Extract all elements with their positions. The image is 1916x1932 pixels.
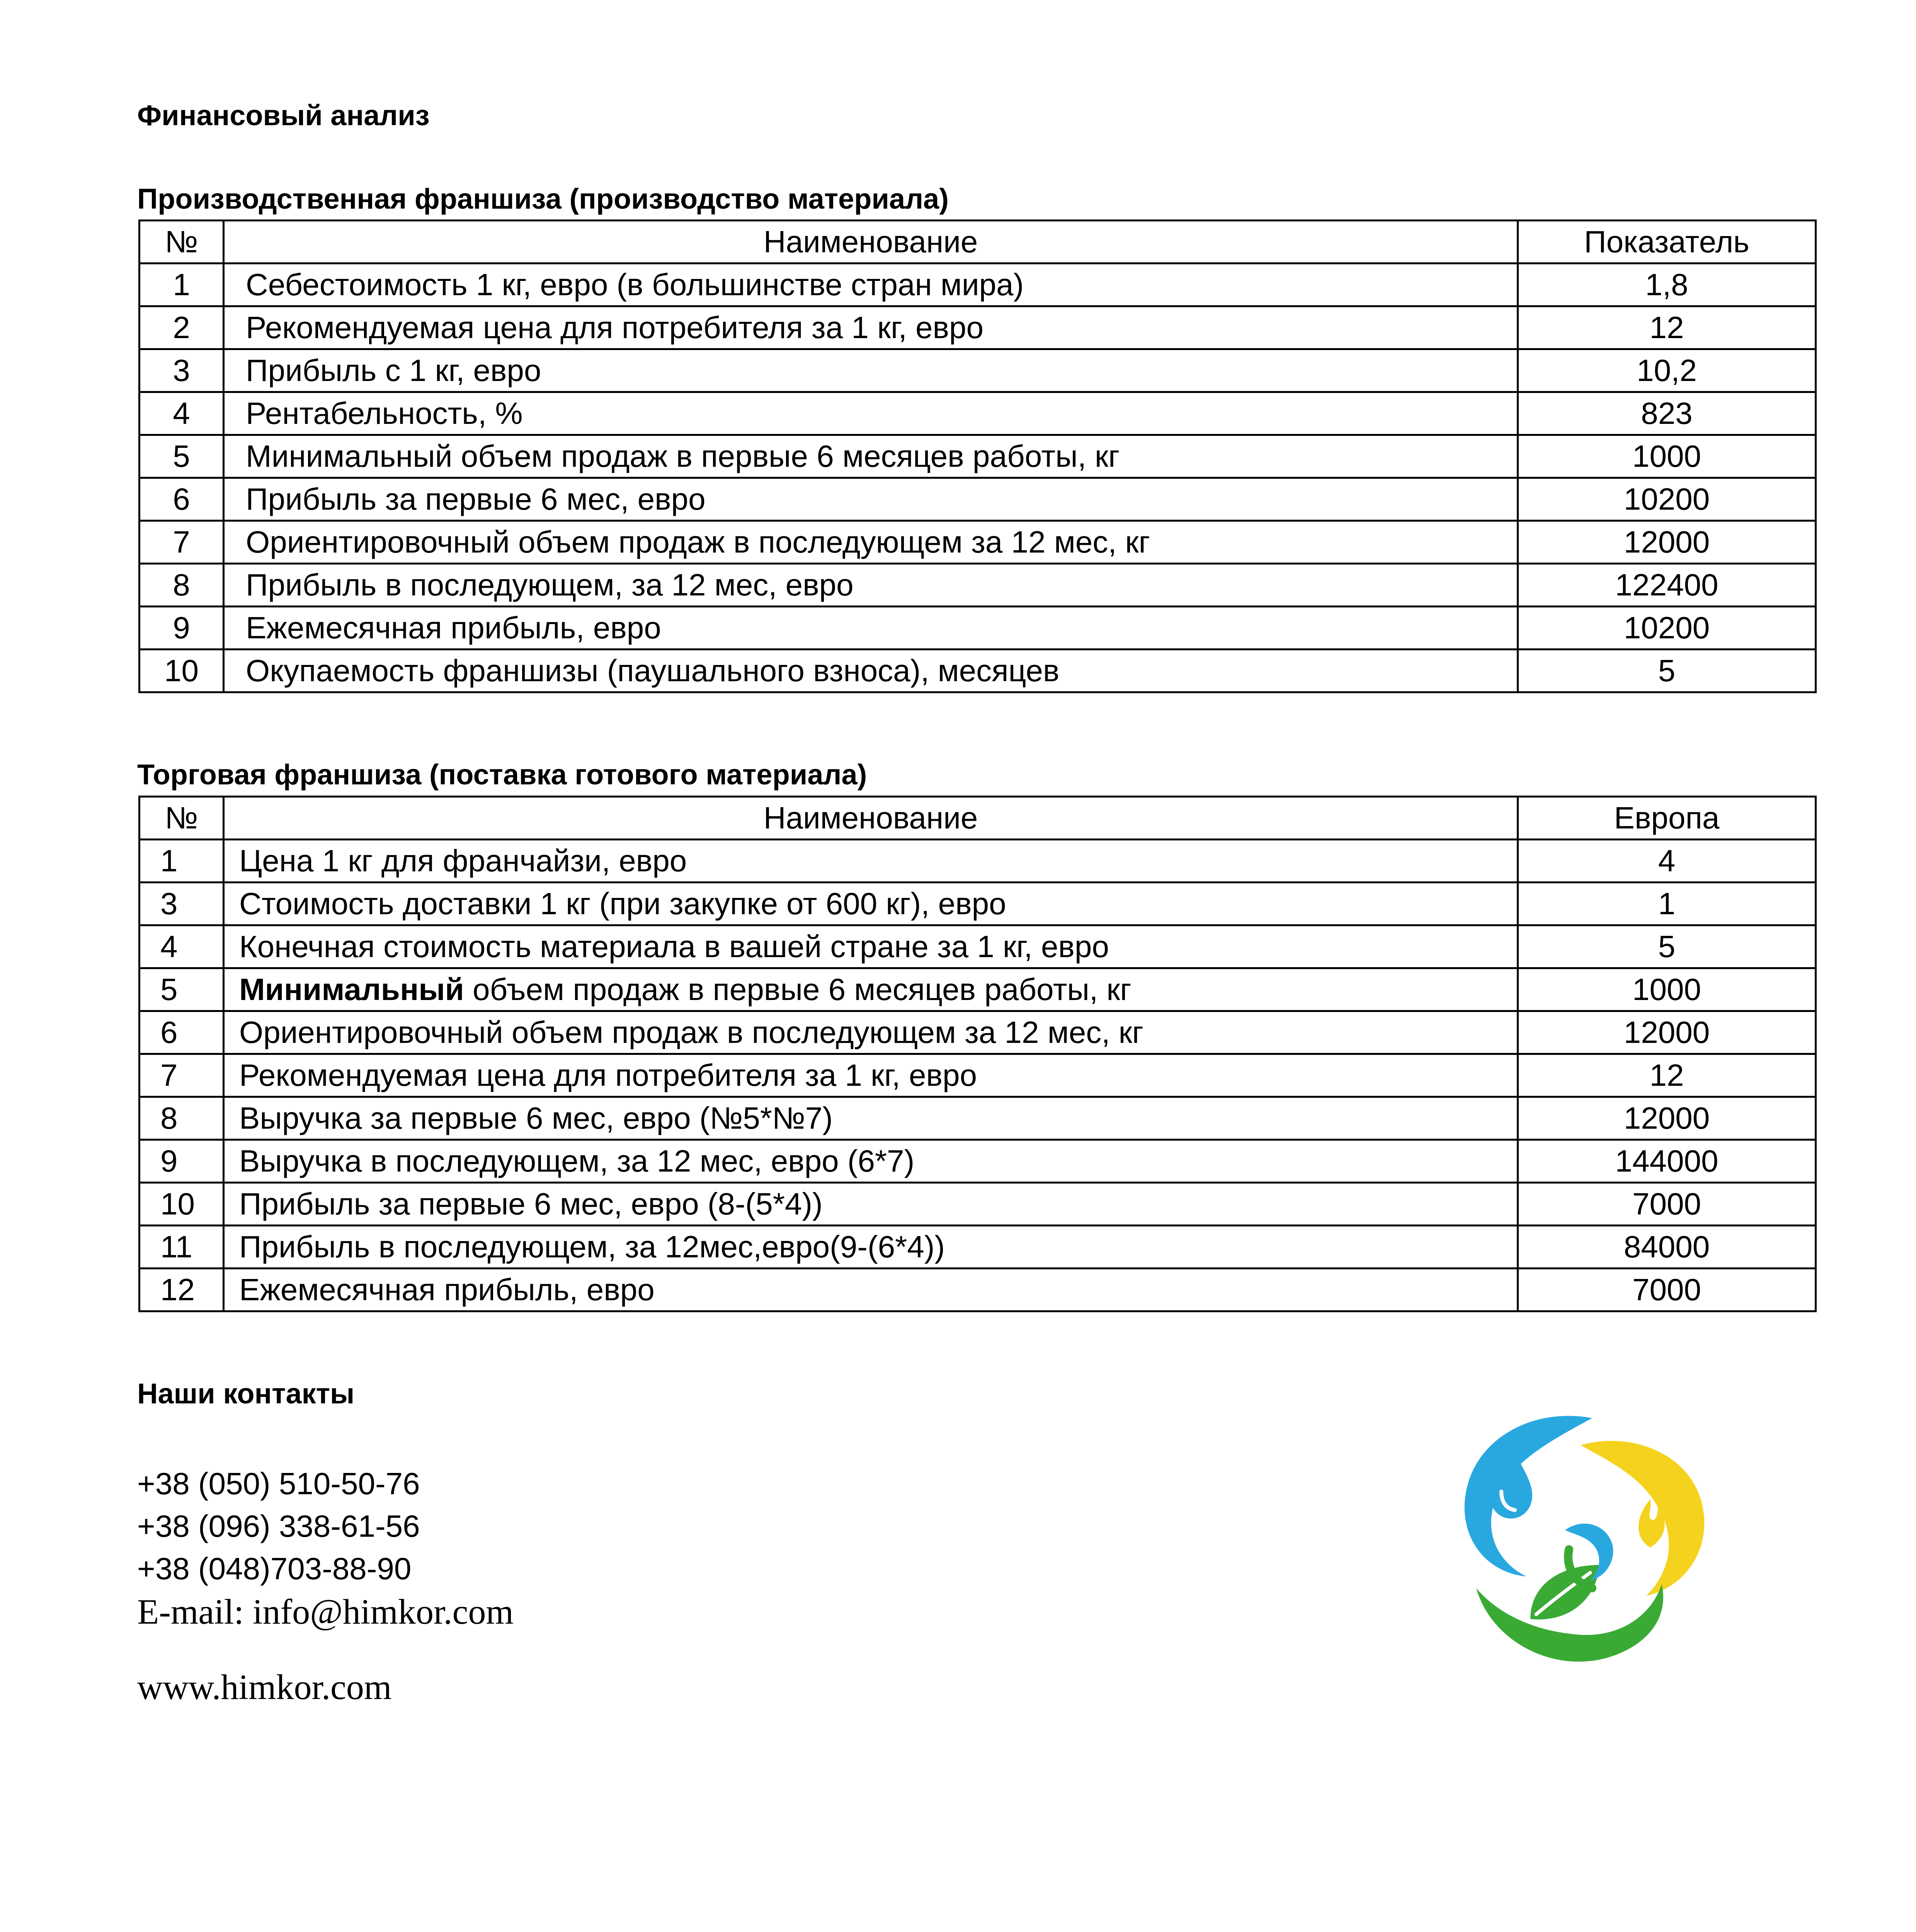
row-value: 12000 [1518,1011,1816,1054]
table-row [140,264,1816,306]
row-number: 1 [140,264,224,306]
table-row [140,306,1816,349]
row-name: Цена 1 кг для франчайзи, евро [224,840,1518,883]
table-row [140,435,1816,478]
row-value: 122400 [1518,564,1816,607]
row-value: 7000 [1518,1269,1816,1311]
row-value: 12 [1518,306,1816,349]
row-number: 6 [140,1011,224,1054]
row-number: 8 [140,1097,224,1140]
table-row [140,968,1816,1011]
row-value: 823 [1518,392,1816,435]
row-number: 9 [140,607,224,650]
table-row [140,349,1816,392]
phone-3: +38 (048)703-88-90 [137,1551,412,1586]
row-value: 12000 [1518,521,1816,564]
table-row [140,650,1816,692]
table-row [140,1269,1816,1311]
row-name: Прибыль за первые 6 мес, евро (8-(5*4)) [224,1183,1518,1226]
row-value: 5 [1518,925,1816,968]
row-name: Прибыль в последующем, за 12 мес, евро [224,564,1518,607]
table-row [140,1140,1816,1183]
table-row [140,1226,1816,1269]
table-row [140,1097,1816,1140]
row-number: 7 [140,521,224,564]
production-table [138,219,1817,693]
row-number: 12 [140,1269,224,1311]
row-value: 1 [1518,883,1816,925]
table-row [140,840,1816,883]
row-name: Стоимость доставки 1 кг (при закупке от 600 кг), евро [224,883,1518,925]
column-header-name: Наименование [224,797,1518,840]
row-value: 4 [1518,840,1816,883]
table-header-row [140,797,1816,840]
table-row [140,392,1816,435]
table-row [140,1183,1816,1226]
row-name-rest: объем продаж в первые 6 месяцев работы, кг [464,972,1132,1007]
row-value: 10,2 [1518,349,1816,392]
row-number: 4 [140,392,224,435]
row-number: 3 [140,883,224,925]
row-name: Ежемесячная прибыль, евро [224,1269,1518,1311]
row-name: Минимальный объем продаж в первые 6 месяцев работы, кг [224,435,1518,478]
table-row [140,521,1816,564]
row-value: 144000 [1518,1140,1816,1183]
row-number: 8 [140,564,224,607]
row-name: Выручка в последующем, за 12 мес, евро (6*7) [224,1140,1518,1183]
table-row [140,478,1816,521]
row-number: 9 [140,1140,224,1183]
row-name: Рекомендуемая цена для потребителя за 1 кг, евро [224,306,1518,349]
phone-1: +38 (050) 510-50-76 [137,1466,420,1501]
row-value: 84000 [1518,1226,1816,1269]
row-name: Окупаемость франшизы (паушального взноса), месяцев [224,650,1518,692]
row-number: 6 [140,478,224,521]
row-name: Прибыль с 1 кг, евро [224,349,1518,392]
table-row [140,607,1816,650]
table-row [140,925,1816,968]
column-header-number: № [140,221,224,264]
row-number: 11 [140,1226,224,1269]
table-header-row [140,221,1816,264]
production-heading: Производственная франшиза (производство материала) [137,183,949,215]
column-header-name: Наименование [224,221,1518,264]
row-number: 2 [140,306,224,349]
table-row [140,1011,1816,1054]
row-value: 1000 [1518,968,1816,1011]
row-number: 10 [140,650,224,692]
trade-table [138,796,1817,1312]
row-value: 1,8 [1518,264,1816,306]
row-name-bold: Минимальный [239,972,464,1007]
row-name: Рекомендуемая цена для потребителя за 1 кг, евро [224,1054,1518,1097]
row-number: 3 [140,349,224,392]
column-header-value: Европа [1518,797,1816,840]
row-name: Прибыль в последующем, за 12мес,евро(9-(6*4)) [224,1226,1518,1269]
email-text: E-mail: info@himkor.com [137,1592,514,1631]
row-number: 1 [140,840,224,883]
row-value: 12000 [1518,1097,1816,1140]
row-name: Ориентировочный объем продаж в последующем за 12 мес, кг [224,1011,1518,1054]
row-name: Прибыль за первые 6 мес, евро [224,478,1518,521]
trade-heading: Торговая франшиза (поставка готового материала) [137,759,867,791]
page-title: Финансовый анализ [137,99,430,131]
row-value: 1000 [1518,435,1816,478]
column-header-value: Показатель [1518,221,1816,264]
contacts-heading: Наши контакты [137,1378,355,1410]
row-value: 7000 [1518,1183,1816,1226]
row-name: Себестоимость 1 кг, евро (в большинстве стран мира) [224,264,1518,306]
row-name: Конечная стоимость материала в вашей стране за 1 кг, евро [224,925,1518,968]
row-name: Выручка за первые 6 мес, евро (№5*№7) [224,1097,1518,1140]
phone-2: +38 (096) 338-61-56 [137,1509,420,1543]
row-name: Ежемесячная прибыль, евро [224,607,1518,650]
table-row [140,883,1816,925]
table-row [140,564,1816,607]
row-value: 12 [1518,1054,1816,1097]
row-name: Рентабельность, % [224,392,1518,435]
row-value: 5 [1518,650,1816,692]
column-header-number: № [140,797,224,840]
row-number: 5 [140,968,224,1011]
row-value: 10200 [1518,607,1816,650]
himkor-logo-icon [1453,1403,1724,1681]
row-name: Ориентировочный объем продаж в последующем за 12 мес, кг [224,521,1518,564]
row-number: 10 [140,1183,224,1226]
row-value: 10200 [1518,478,1816,521]
row-number: 4 [140,925,224,968]
website-text: www.himkor.com [137,1667,392,1707]
row-number: 5 [140,435,224,478]
row-number: 7 [140,1054,224,1097]
table-row [140,1054,1816,1097]
row-name [224,968,1518,1011]
